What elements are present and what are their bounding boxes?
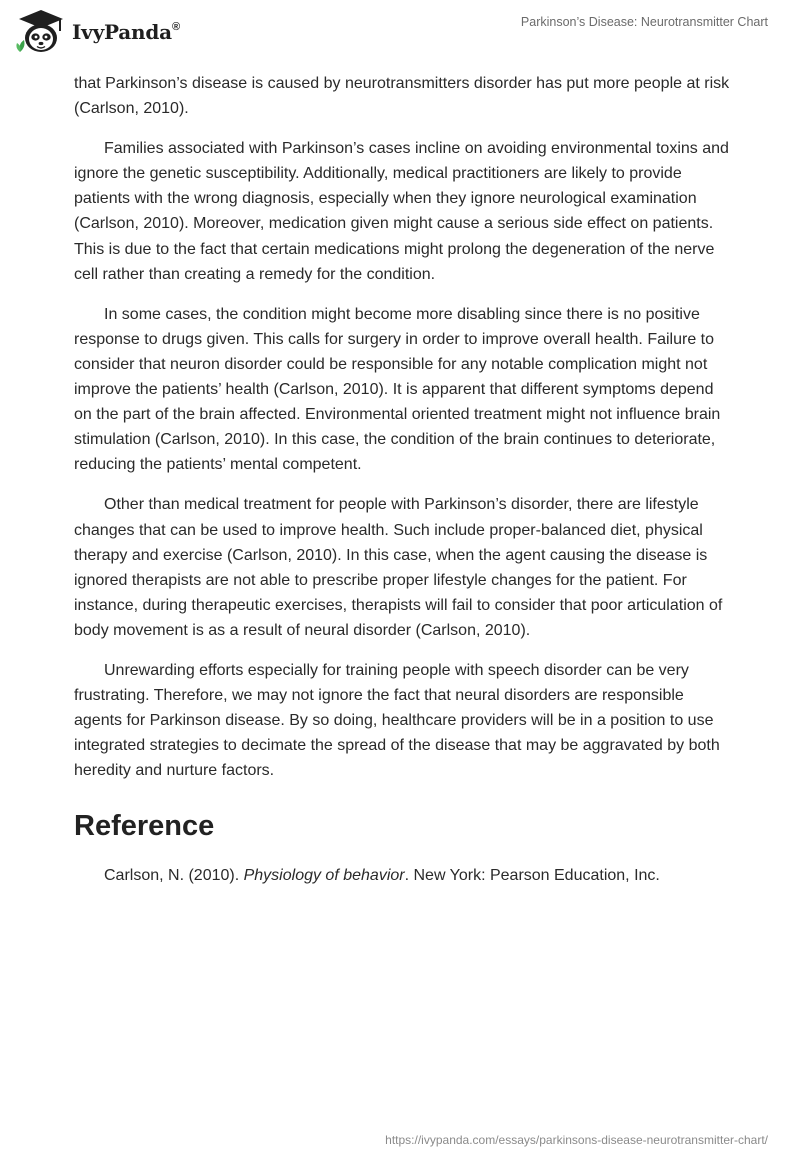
reference-authors: Carlson, N. (2010). [104, 867, 244, 885]
brand-name: IvyPanda® [72, 20, 180, 44]
paragraph: Unrewarding efforts especially for training people with speech disorder can be very frustrating. Therefore, we may not ignore the fact that neural disorders are responsible agents for Parkinson disease. By so doing, healthcare providers will be in a position to use integrated strategies to decimate the spread of the disease that may be aggravated by both heredity and nurture factors. [74, 661, 720, 780]
paragraph: Families associated with Parkinson’s cases incline on avoiding environmental toxins and ignore the genetic susceptibility. Additionally, medical practitioners are likely to provide patients with the wrong diagnosis, especially when they ignore neurological examination (Carlson, 2010). Moreover, medication given might cause a serious side effect on patients. This is due to the fact that certain medications might prolong the degeneration of the nerve cell rather than creating a remedy for the condition. [74, 140, 729, 283]
essay-content [74, 71, 734, 888]
reference-item [74, 863, 734, 888]
source-url[interactable]: https://ivypanda.com/essays/parkinsons-disease-neurotransmitter-chart/ [385, 1133, 768, 1147]
reference-heading: Reference [74, 810, 215, 843]
ivypanda-logo[interactable] [16, 8, 180, 56]
reference-publisher: . New York: Pearson Education, Inc. [404, 867, 660, 885]
panda-graduation-cap-icon [16, 8, 66, 56]
paragraph: Other than medical treatment for people with Parkinson’s disorder, there are lifestyle changes that can be used to improve health. Such include proper-balanced diet, physical therapy and exercise (Carlson, 2010). In this case, when the agent causing the disease is ignored therapists are not able to prescribe proper lifestyle changes for the patient. For instance, during therapeutic exercises, therapists will fail to consider that poor articulation of body movement is as a result of neural disorder (Carlson, 2010). [74, 496, 723, 639]
reference-title: Physiology of behavior [243, 867, 405, 885]
paragraph-continued: that Parkinson’s disease is caused by neurotransmitters disorder has put more people at risk (Carlson, 2010). [74, 75, 730, 118]
paragraph: In some cases, the condition might become more disabling since there is no positive response to drugs given. This calls for surgery in order to improve overall health. Failure to consider that neuron disorder could be responsible for any notable complication might not improve the patients’ health (Carlson, 2010). It is apparent that different symptoms depend on the part of the brain affected. Environmental oriented treatment might not influence brain stimulation (Carlson, 2010). In this case, the condition of the brain continues to deteriorate, reducing the patients’ mental competent. [74, 305, 721, 474]
document-title: Parkinson’s Disease: Neurotransmitter Chart [520, 15, 768, 29]
page-header [0, 0, 800, 70]
